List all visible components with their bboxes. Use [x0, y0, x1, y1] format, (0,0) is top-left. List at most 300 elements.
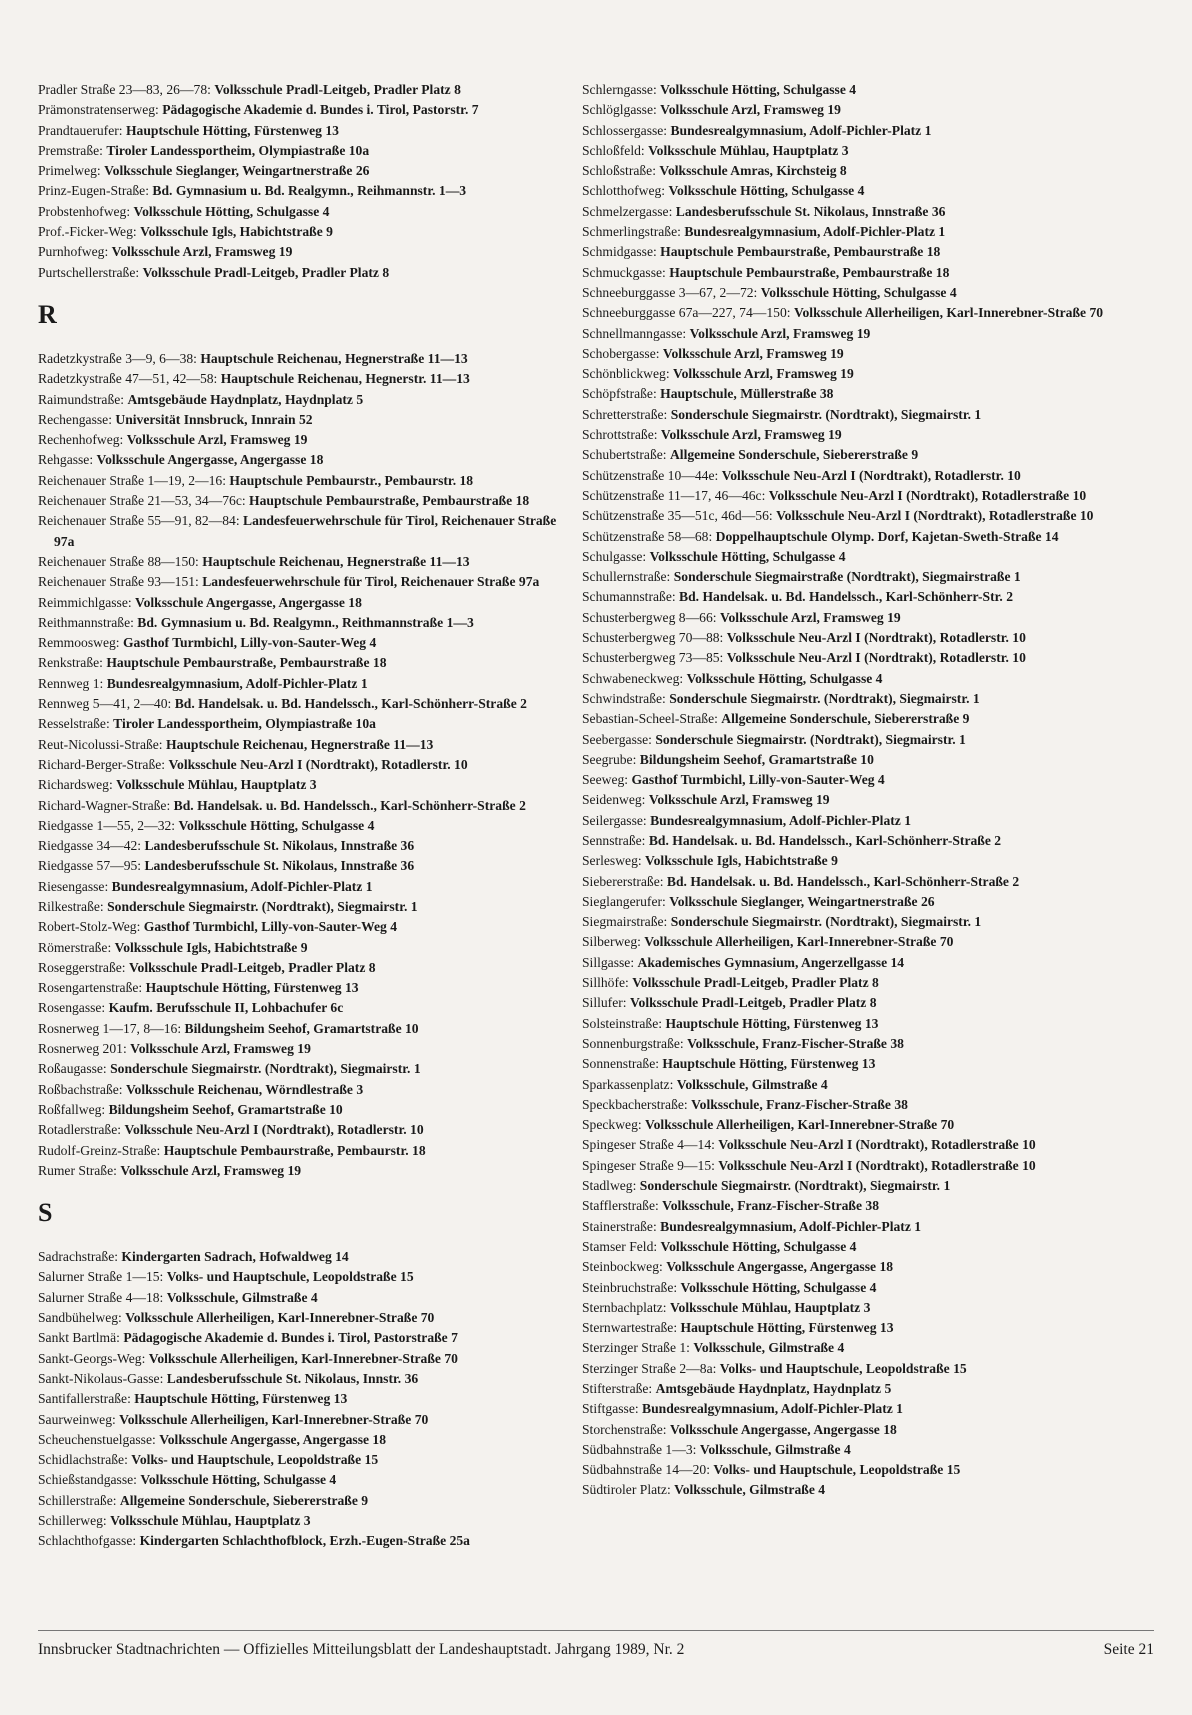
directory-entry	[38, 202, 578, 222]
street-name: Stifterstraße:	[582, 1381, 656, 1396]
street-name: Reichenauer Straße 55—91, 82—84:	[38, 513, 243, 529]
directory-entry	[38, 938, 578, 958]
street-name: Robert-Stolz-Weg:	[38, 919, 144, 935]
school-assignment: Gasthof Turmbichl, Lilly-von-Sauter-Weg 4	[143, 919, 398, 935]
street-name: Roßaugasse:	[38, 1061, 111, 1077]
street-name: Südtiroler Platz:	[582, 1482, 675, 1498]
street-name: Schusterbergweg 8—66:	[582, 609, 720, 625]
directory-entry	[582, 1237, 1154, 1257]
school-assignment: Volksschule Allerheiligen, Karl-Innerebner-Straße 70	[793, 305, 1104, 321]
street-name: Speckweg:	[582, 1117, 646, 1133]
school-assignment: Sonderschule Siegmairstr. (Nordtrakt), Siegmairstr. 1	[670, 914, 982, 930]
school-assignment: Volksschule Sieglanger, Weingartnerstraße 26	[104, 163, 370, 179]
directory-entry	[582, 1156, 1154, 1176]
school-assignment: Hauptschule Hötting, Fürstenweg 13	[134, 1391, 348, 1407]
directory-entry	[38, 613, 578, 633]
school-assignment: Landesberufsschule St. Nikolaus, Innstraße 36	[144, 858, 415, 874]
directory-entry	[582, 932, 1154, 952]
directory-entry	[582, 790, 1154, 810]
directory-entry	[582, 1075, 1154, 1095]
school-assignment: Bd. Handelsak. u. Bd. Handelssch., Karl-Schönherr-Straße 2	[648, 832, 1002, 848]
school-assignment: Sonderschule Siegmairstr. (Nordtrakt), Siegmairstr. 1	[107, 898, 418, 914]
directory-entry	[582, 324, 1154, 344]
directory-entry	[38, 80, 578, 100]
directory-entry	[38, 694, 578, 714]
directory-entry	[38, 714, 578, 734]
directory-entry	[582, 709, 1154, 729]
street-name: Schlossergasse:	[582, 122, 671, 138]
street-name: Rosengartenstraße:	[38, 980, 146, 996]
directory-entry	[582, 1217, 1154, 1237]
directory-entry	[582, 242, 1154, 262]
school-assignment: Volksschule, Gilmstraße 4	[693, 1340, 845, 1356]
directory-entry	[38, 1080, 578, 1100]
school-assignment: Hauptschule, Müllerstraße 38	[660, 386, 834, 402]
school-assignment: Volksschule Pradl-Leitgeb, Pradler Platz 8	[632, 975, 879, 991]
school-assignment: Volksschule Angergasse, Angergasse 18	[159, 1431, 387, 1447]
street-name: Schloßstraße:	[582, 163, 660, 179]
school-assignment: Volksschule Arzl, Framsweg 19	[126, 432, 308, 448]
school-assignment: Volksschule Hötting, Schulgasse 4	[680, 1279, 877, 1295]
directory-entry	[582, 547, 1154, 567]
school-assignment: Hauptschule Reichenau, Hegnerstraße 11—13	[200, 350, 468, 366]
street-name: Richard-Wagner-Straße:	[38, 797, 174, 813]
school-assignment: Hauptschule Hötting, Fürstenweg 13	[662, 1056, 876, 1072]
street-name: Rosnerweg 201:	[38, 1041, 131, 1057]
directory-entry	[582, 892, 1154, 912]
school-assignment: Volksschule, Franz-Fischer-Straße 38	[687, 1035, 904, 1051]
school-assignment: Bd. Handelsak. u. Bd. Handelssch., Karl-Schönherr-Straße 2	[666, 873, 1020, 889]
street-name: Schützenstraße 58—68:	[582, 528, 716, 544]
directory-entry	[38, 1161, 578, 1181]
street-name: Stiftgasse:	[582, 1401, 643, 1417]
directory-entry	[38, 1470, 578, 1490]
directory-entry	[38, 1019, 578, 1039]
school-assignment: Volksschule Hötting, Schulgasse 4	[133, 203, 330, 219]
school-assignment: Hauptschule Hötting, Fürstenweg 13	[680, 1320, 894, 1336]
directory-entry	[582, 1420, 1154, 1440]
directory-entry	[38, 572, 578, 592]
school-assignment: Volksschule Sieglanger, Weingartnerstraße 26	[669, 893, 935, 909]
street-name: Steinbockweg:	[582, 1259, 667, 1275]
school-assignment: Volksschule Allerheiligen, Karl-Innerebner-Straße 70	[125, 1310, 435, 1326]
street-name: Roßbachstraße:	[38, 1081, 126, 1097]
street-name: Riedgasse 34—42:	[38, 838, 145, 854]
street-name: Roßfallweg:	[38, 1101, 109, 1117]
street-name: Schusterbergweg 70—88:	[582, 630, 727, 646]
street-name: Seidenweg:	[582, 792, 649, 808]
street-name: Südbahnstraße 1—3:	[582, 1441, 700, 1457]
school-assignment: Landesberufsschule St. Nikolaus, Innstraße 36	[144, 838, 415, 854]
school-assignment: Volks- und Hauptschule, Leopoldstraße 15	[719, 1360, 967, 1376]
school-assignment: Volksschule Neu-Arzl I (Nordtrakt), Rotadlerstr. 10	[726, 650, 1026, 666]
directory-entry	[38, 836, 578, 856]
directory-entry	[582, 283, 1154, 303]
street-name: Spingeser Straße 9—15:	[582, 1157, 719, 1173]
directory-entry	[38, 511, 578, 552]
street-name: Sankt-Nikolaus-Gasse:	[38, 1370, 167, 1386]
school-assignment: Bd. Gymnasium u. Bd. Realgymn., Reithmannstraße 1—3	[137, 614, 474, 630]
directory-entry	[582, 831, 1154, 851]
street-name: Riedgasse 57—95:	[38, 858, 145, 874]
directory-entry	[582, 1278, 1154, 1298]
school-assignment: Kaufm. Berufsschule II, Lohbachufer 6c	[108, 1000, 344, 1016]
street-name: Scheuchenstuelgasse:	[38, 1431, 160, 1447]
directory-entry	[38, 816, 578, 836]
school-assignment: Volksschule Angergasse, Angergasse 18	[96, 452, 324, 468]
street-name: Purnhofweg:	[38, 244, 112, 260]
school-assignment: Bundesrealgymnasium, Adolf-Pichler-Platz 1	[684, 224, 946, 240]
directory-entry	[582, 1338, 1154, 1358]
school-assignment: Amtsgebäude Haydnplatz, Haydnplatz 5	[127, 391, 364, 407]
school-assignment: Hauptschule Hötting, Fürstenweg 13	[665, 1015, 879, 1031]
directory-entry	[582, 669, 1154, 689]
street-name: Prinz-Eugen-Straße:	[38, 183, 153, 199]
street-name: Prämonstratenserweg:	[38, 102, 163, 118]
directory-entry	[582, 445, 1154, 465]
directory-entry	[38, 877, 578, 897]
school-assignment: Landesfeuerwehrschule für Tirol, Reichenauer Straße 97a	[202, 574, 540, 590]
directory-entry	[38, 856, 578, 876]
school-assignment: Volksschule Hötting, Schulgasse 4	[140, 1472, 337, 1488]
directory-entry	[38, 1369, 578, 1389]
school-assignment: Tiroler Landessportheim, Olympiastraße 10a	[106, 142, 370, 158]
school-assignment: Volksschule Igls, Habichtstraße 9	[645, 853, 838, 869]
street-name: Schmerlingstraße:	[582, 224, 685, 240]
street-name: Rennweg 1:	[38, 675, 107, 691]
street-name: Schöpfstraße:	[582, 386, 661, 402]
school-assignment: Sonderschule Siegmairstr. (Nordtrakt), Siegmairstr. 1	[639, 1178, 951, 1194]
street-name: Sillgasse:	[582, 954, 638, 970]
directory-entry	[38, 450, 578, 470]
street-name: Siegmairstraße:	[582, 914, 671, 930]
school-assignment: Sonderschule Siegmairstraße (Nordtrakt), Siegmairstraße 1	[673, 569, 1021, 585]
street-name: Rotadlerstraße:	[38, 1122, 125, 1138]
school-assignment: Hauptschule Reichenau, Hegnerstr. 11—13	[220, 371, 470, 387]
street-name: Seebergasse:	[582, 731, 656, 747]
school-assignment: Volks- und Hauptschule, Leopoldstraße 15	[131, 1452, 379, 1468]
street-name: Südbahnstraße 14—20:	[582, 1462, 714, 1478]
school-assignment: Volksschule Angergasse, Angergasse 18	[669, 1421, 897, 1437]
directory-entry	[582, 1359, 1154, 1379]
school-assignment: Volksschule Allerheiligen, Karl-Innerebner-Straße 70	[119, 1411, 429, 1427]
school-assignment: Volksschule Arzl, Framsweg 19	[111, 244, 293, 260]
school-assignment: Volksschule Arzl, Framsweg 19	[689, 325, 871, 341]
directory-entry	[582, 628, 1154, 648]
directory-entry	[38, 978, 578, 998]
street-name: Sennstraße:	[582, 832, 649, 848]
school-assignment: Volksschule Hötting, Schulgasse 4	[668, 183, 865, 199]
school-assignment: Volks- und Hauptschule, Leopoldstraße 15	[713, 1462, 961, 1478]
directory-entry	[38, 998, 578, 1018]
school-assignment: Volksschule Mühlau, Hauptplatz 3	[116, 777, 317, 793]
street-name: Schobergasse:	[582, 345, 663, 361]
directory-entry	[582, 1460, 1154, 1480]
street-name: Radetzkystraße 3—9, 6—38:	[38, 350, 201, 366]
directory-entry	[582, 648, 1154, 668]
school-assignment: Volksschule Allerheiligen, Karl-Innerebner-Straße 70	[644, 934, 954, 950]
street-name: Schidlachstraße:	[38, 1452, 132, 1468]
street-name: Storchenstraße:	[582, 1421, 670, 1437]
street-name: Schnellmanngasse:	[582, 325, 690, 341]
school-assignment: Bd. Handelsak. u. Bd. Handelssch., Karl-Schönherr-Str. 2	[679, 589, 1014, 605]
directory-entry	[582, 770, 1154, 790]
directory-entry	[582, 344, 1154, 364]
directory-entry	[582, 364, 1154, 384]
directory-entry	[582, 121, 1154, 141]
street-name: Silberweg:	[582, 934, 645, 950]
directory-entry	[582, 1480, 1154, 1500]
street-name: Salurner Straße 1—15:	[38, 1269, 167, 1285]
directory-entry	[582, 608, 1154, 628]
street-name: Sternwartestraße:	[582, 1320, 681, 1336]
street-name: Riedgasse 1—55, 2—32:	[38, 817, 179, 833]
section-letter: R	[38, 299, 57, 329]
directory-entry	[38, 121, 578, 141]
street-name: Sieglangerufer:	[582, 893, 670, 909]
street-name: Schlachthofgasse:	[38, 1533, 140, 1549]
street-name: Stadlweg:	[582, 1178, 640, 1194]
directory-entry	[38, 430, 578, 450]
school-assignment: Tiroler Landessportheim, Olympiastraße 10a	[113, 716, 376, 732]
directory-entry	[38, 735, 578, 755]
school-assignment: Volksschule Hötting, Schulgasse 4	[660, 1238, 857, 1254]
school-assignment: Allgemeine Sonderschule, Siebererstraße 9	[721, 711, 970, 727]
street-name: Probstenhofweg:	[38, 203, 134, 219]
street-name: Rudolf-Greinz-Straße:	[38, 1142, 164, 1158]
directory-entry	[582, 181, 1154, 201]
school-assignment: Volksschule Allerheiligen, Karl-Innerebner-Straße 70	[645, 1117, 955, 1133]
street-name: Radetzkystraße 47—51, 42—58:	[38, 371, 221, 387]
street-name: Rumer Straße:	[38, 1162, 121, 1178]
street-name: Rechenhofweg:	[38, 432, 127, 448]
school-assignment: Volksschule Mühlau, Hauptplatz 3	[648, 142, 849, 158]
directory-entry	[38, 369, 578, 389]
school-assignment: Sonderschule Siegmairstr. (Nordtrakt), Siegmairstr. 1	[110, 1061, 421, 1077]
directory-entry	[38, 1450, 578, 1470]
street-name: Seilergasse:	[582, 812, 651, 828]
street-name: Schlerngasse:	[582, 82, 661, 97]
school-assignment: Volksschule, Gilmstraße 4	[674, 1482, 826, 1498]
school-assignment: Volksschule Arzl, Framsweg 19	[719, 609, 901, 625]
street-name: Speckbacherstraße:	[582, 1096, 692, 1112]
school-assignment: Allgemeine Sonderschule, Siebererstraße 9	[669, 447, 919, 463]
left-column	[38, 80, 578, 1552]
street-name: Reichenauer Straße 1—19, 2—16:	[38, 472, 230, 488]
directory-entry	[38, 674, 578, 694]
directory-entry	[38, 1389, 578, 1409]
school-assignment: Volksschule Arzl, Framsweg 19	[660, 427, 842, 443]
directory-entry	[582, 1298, 1154, 1318]
school-assignment: Volksschule, Franz-Fischer-Straße 38	[662, 1198, 880, 1214]
street-name: Renkstraße:	[38, 655, 107, 671]
school-assignment: Hauptschule Pembaurstraße, Pembaurstraße 18	[660, 244, 941, 260]
school-assignment: Volksschule Arzl, Framsweg 19	[648, 792, 830, 808]
street-name: Sebastian-Scheel-Straße:	[582, 711, 722, 727]
directory-entry	[38, 796, 578, 816]
street-name: Schulgasse:	[582, 548, 650, 564]
school-assignment: Volksschule Mühlau, Hauptplatz 3	[669, 1299, 871, 1315]
directory-entry	[38, 471, 578, 491]
street-name: Richardsweg:	[38, 777, 117, 793]
street-name: Sankt-Georgs-Weg:	[38, 1350, 149, 1366]
school-assignment: Volksschule Arzl, Framsweg 19	[662, 345, 844, 361]
street-name: Rilkestraße:	[38, 898, 108, 914]
directory-entry	[38, 917, 578, 937]
school-assignment: Volksschule Allerheiligen, Karl-Innerebner-Straße 70	[148, 1350, 458, 1366]
school-assignment: Hauptschule Hötting, Fürstenweg 13	[145, 980, 359, 996]
school-assignment: Volksschule Arzl, Framsweg 19	[660, 102, 841, 118]
street-name: Stainerstraße:	[582, 1218, 661, 1234]
school-assignment: Kindergarten Sadrach, Hofwaldweg 14	[121, 1249, 349, 1265]
school-assignment: Hauptschule Pembaurstraße, Pembaurstraße 18	[249, 493, 530, 509]
street-name: Remmoosweg:	[38, 635, 123, 651]
directory-entry	[582, 425, 1154, 445]
school-assignment: Landesberufsschule St. Nikolaus, Innstr. 36	[166, 1370, 419, 1386]
street-name: Schwindstraße:	[582, 690, 670, 706]
school-assignment: Volksschule Pradl-Leitgeb, Pradler Platz 8	[142, 264, 390, 280]
school-assignment: Bundesrealgymnasium, Adolf-Pichler-Platz 1	[660, 1218, 922, 1234]
street-name: Primelweg:	[38, 163, 105, 179]
street-name: Schmidgasse:	[582, 244, 661, 260]
school-assignment: Bildungsheim Seehof, Gramartstraße 10	[639, 751, 874, 767]
street-name: Schlotthofweg:	[582, 183, 669, 199]
directory-entry	[582, 1014, 1154, 1034]
directory-entry	[582, 1196, 1154, 1216]
school-assignment: Hauptschule Pembaurstraße, Pembaurstraße 18	[669, 264, 950, 280]
street-name: Roseggerstraße:	[38, 959, 129, 975]
street-name: Spingeser Straße 4—14:	[582, 1137, 719, 1153]
directory-entry	[582, 384, 1154, 404]
street-name: Schmuckgasse:	[582, 264, 670, 280]
directory-entry	[582, 993, 1154, 1013]
school-assignment: Volksschule Hötting, Schulgasse 4	[660, 82, 857, 97]
street-name: Resselstraße:	[38, 716, 114, 732]
directory-entry	[38, 410, 578, 430]
street-name: Purtschellerstraße:	[38, 264, 143, 280]
school-assignment: Hauptschule Pembaurstraße, Pembaurstraße 18	[106, 655, 387, 671]
school-assignment: Volksschule Arzl, Framsweg 19	[673, 366, 854, 382]
school-assignment: Volksschule Angergasse, Angergasse 18	[135, 594, 362, 610]
school-assignment: Volksschule Pradl-Leitgeb, Pradler Platz 8	[629, 995, 877, 1011]
directory-entry	[582, 1176, 1154, 1196]
school-assignment: Gasthof Turmbichl, Lilly-von-Sauter-Weg 4	[631, 772, 885, 788]
school-assignment: Volksschule Igls, Habichtstraße 9	[140, 224, 333, 240]
directory-entry	[38, 1141, 578, 1161]
school-assignment: Hauptschule Hötting, Fürstenweg 13	[125, 122, 339, 138]
directory-entry	[582, 527, 1154, 547]
school-assignment: Bd. Handelsak. u. Bd. Handelssch., Karl-Schönherr-Straße 2	[174, 696, 527, 712]
directory-entry	[582, 1095, 1154, 1115]
school-assignment: Volksschule Neu-Arzl I (Nordtrakt), Rotadlerstraße 10	[776, 508, 1094, 524]
street-name: Schwabeneckweg:	[582, 670, 687, 686]
directory-entry	[38, 141, 578, 161]
street-name: Seegrube:	[582, 751, 640, 767]
street-name: Schmelzergasse:	[582, 203, 676, 219]
street-name: Schützenstraße 35—51c, 46d—56:	[582, 508, 777, 524]
directory-entry	[582, 953, 1154, 973]
footer-page-number: Seite 21	[1103, 1641, 1154, 1658]
school-assignment: Volksschule Igls, Habichtstraße 9	[114, 939, 308, 955]
directory-entry	[582, 872, 1154, 892]
street-name: Riesengasse:	[38, 878, 112, 894]
street-name: Schubertstraße:	[582, 447, 670, 463]
directory-entry	[38, 181, 578, 201]
directory-entry	[38, 263, 578, 283]
directory-entry	[38, 1039, 578, 1059]
directory-entry	[38, 100, 578, 120]
street-name: Rosnerweg 1—17, 8—16:	[38, 1020, 185, 1036]
school-assignment: Volksschule Hötting, Schulgasse 4	[178, 817, 375, 833]
directory-entry	[582, 263, 1154, 283]
directory-entry	[582, 912, 1154, 932]
school-assignment: Volksschule Neu-Arzl I (Nordtrakt), Rotadlerstr. 10	[168, 756, 468, 772]
school-assignment: Bildungsheim Seehof, Gramartstraße 10	[108, 1101, 343, 1117]
street-name: Schrottstraße:	[582, 427, 661, 443]
directory-entry	[38, 390, 578, 410]
school-assignment: Volksschule Neu-Arzl I (Nordtrakt), Rotadlerstraße 10	[768, 487, 1087, 503]
street-name: Schillerstraße:	[38, 1492, 120, 1508]
directory-entry	[38, 1120, 578, 1140]
street-name: Reichenauer Straße 88—150:	[38, 553, 203, 569]
street-name: Santifallerstraße:	[38, 1391, 135, 1407]
directory-entry	[38, 242, 578, 262]
street-name: Prandtauerufer:	[38, 122, 126, 138]
directory-entry	[38, 633, 578, 653]
school-assignment: Kindergarten Schlachthofblock, Erzh.-Eugen-Straße 25a	[139, 1533, 470, 1549]
directory-entry	[582, 1257, 1154, 1277]
directory-entry	[582, 1399, 1154, 1419]
street-name: Sterzinger Straße 1:	[582, 1340, 694, 1356]
school-assignment: Bundesrealgymnasium, Adolf-Pichler-Platz 1	[642, 1401, 903, 1417]
directory-entry	[582, 750, 1154, 770]
street-name: Saurweinweg:	[38, 1411, 120, 1427]
street-name: Schloßfeld:	[582, 142, 649, 158]
directory-entry	[38, 222, 578, 242]
street-name: Reut-Nicolussi-Straße:	[38, 736, 166, 752]
school-assignment: Hauptschule Reichenau, Hegnerstraße 11—13	[166, 736, 434, 752]
street-name: Reithmannstraße:	[38, 614, 138, 630]
school-assignment: Pädagogische Akademie d. Bundes i. Tirol, Pastorstr. 7	[162, 102, 479, 118]
street-name: Schretterstraße:	[582, 406, 671, 422]
school-assignment: Volksschule Arzl, Framsweg 19	[120, 1162, 302, 1178]
directory-entry	[38, 1491, 578, 1511]
school-assignment: Akademisches Gymnasium, Angerzellgasse 14	[637, 954, 905, 970]
school-assignment: Volksschule Pradl-Leitgeb, Pradler Platz 8	[214, 82, 461, 97]
directory-entry	[38, 1328, 578, 1348]
school-assignment: Volksschule Amras, Kirchsteig 8	[659, 163, 847, 179]
street-name: Schneeburggasse 67a—227, 74—150:	[582, 305, 794, 321]
street-name: Schumannstraße:	[582, 589, 680, 605]
street-name: Steinbruchstraße:	[582, 1279, 681, 1295]
directory-entry	[38, 1100, 578, 1120]
school-assignment: Bundesrealgymnasium, Adolf-Pichler-Platz 1	[670, 122, 932, 138]
street-name: Sonnenstraße:	[582, 1056, 663, 1072]
school-assignment: Volksschule Neu-Arzl I (Nordtrakt), Rotadlerstr. 10	[124, 1122, 424, 1138]
street-name: Sandbühelweg:	[38, 1310, 126, 1326]
street-name: Prof.-Ficker-Weg:	[38, 224, 141, 240]
directory-entry	[38, 775, 578, 795]
directory-entry	[582, 222, 1154, 242]
directory-entry	[582, 1115, 1154, 1135]
directory-entry	[582, 100, 1154, 120]
street-name: Schönblickweg:	[582, 366, 673, 382]
directory-entry	[582, 973, 1154, 993]
street-name: Sankt Bartlmä:	[38, 1330, 124, 1346]
directory-entry	[38, 593, 578, 613]
street-name: Römerstraße:	[38, 939, 115, 955]
street-name: Sonnenburgstraße:	[582, 1035, 688, 1051]
